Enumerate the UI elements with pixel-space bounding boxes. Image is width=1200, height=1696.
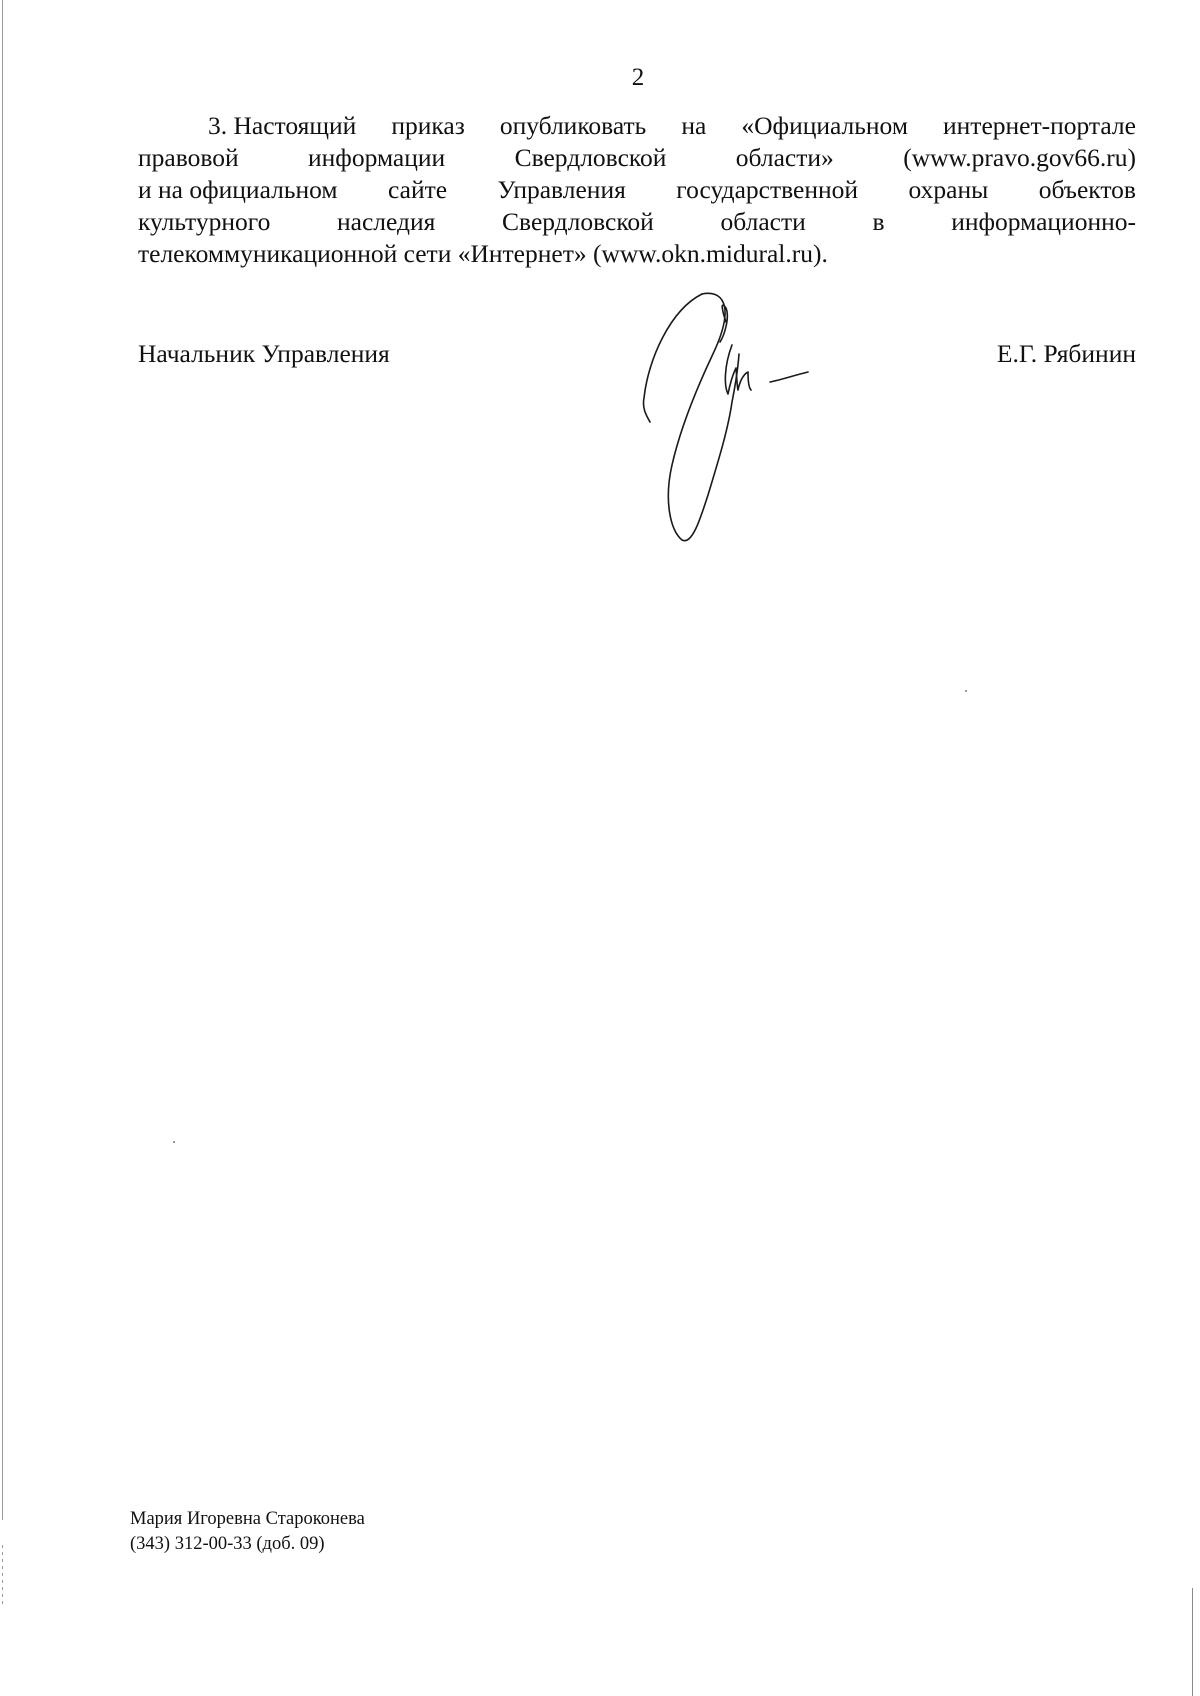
word: Свердловской [502, 207, 654, 236]
scan-edge-left-dashes [2, 1545, 3, 1605]
scan-speck [173, 1141, 175, 1143]
word: правовой [138, 143, 239, 172]
word: «Официальном [741, 111, 908, 140]
word: области [720, 207, 806, 236]
executor-phone: (343) 312-00-33 (доб. 09) [130, 1534, 325, 1554]
executor-name: Мария Игоревна Староконева [130, 1509, 365, 1529]
page-number: 2 [631, 64, 645, 91]
word: Свердловской [514, 143, 667, 172]
word: (www.pravo.gov66.ru) [903, 143, 1136, 172]
word: охраны [908, 175, 989, 204]
word: информационно- [951, 207, 1136, 236]
word: сайте [388, 175, 448, 204]
signer-name: Е.Г. Рябинин [996, 339, 1136, 368]
word: телекоммуникационной сети «Интернет» (www.okn.midural.ru). [138, 239, 828, 268]
word: в [872, 207, 885, 236]
word: опубликовать [499, 111, 647, 140]
executor-contacts [130, 1507, 365, 1557]
word: приказ [391, 111, 465, 140]
scan-edge-left [2, 0, 3, 1520]
paragraph-line-4 [138, 206, 1136, 238]
word: области» [735, 143, 834, 172]
scan-speck [965, 690, 967, 692]
word: государственной [676, 175, 859, 204]
paragraph-line-3 [138, 174, 1136, 206]
word: Управления [497, 175, 626, 204]
paragraph-line-1 [138, 110, 1136, 142]
word: информации [308, 143, 446, 172]
word: объектов [1038, 175, 1136, 204]
scan-edge-right [1192, 1588, 1193, 1696]
word: на [681, 111, 707, 140]
word: и на официальном [138, 175, 338, 204]
handwritten-signature [640, 290, 870, 550]
word: наследия [337, 207, 436, 236]
word: 3. Настоящий [208, 111, 357, 140]
word: культурного [138, 207, 271, 236]
word: интернет-портале [943, 111, 1136, 140]
paragraph-line-2 [138, 142, 1136, 174]
signer-position: Начальник Управления [138, 339, 390, 368]
paragraph-line-5 [138, 238, 1136, 270]
paragraph-3 [138, 110, 1136, 270]
